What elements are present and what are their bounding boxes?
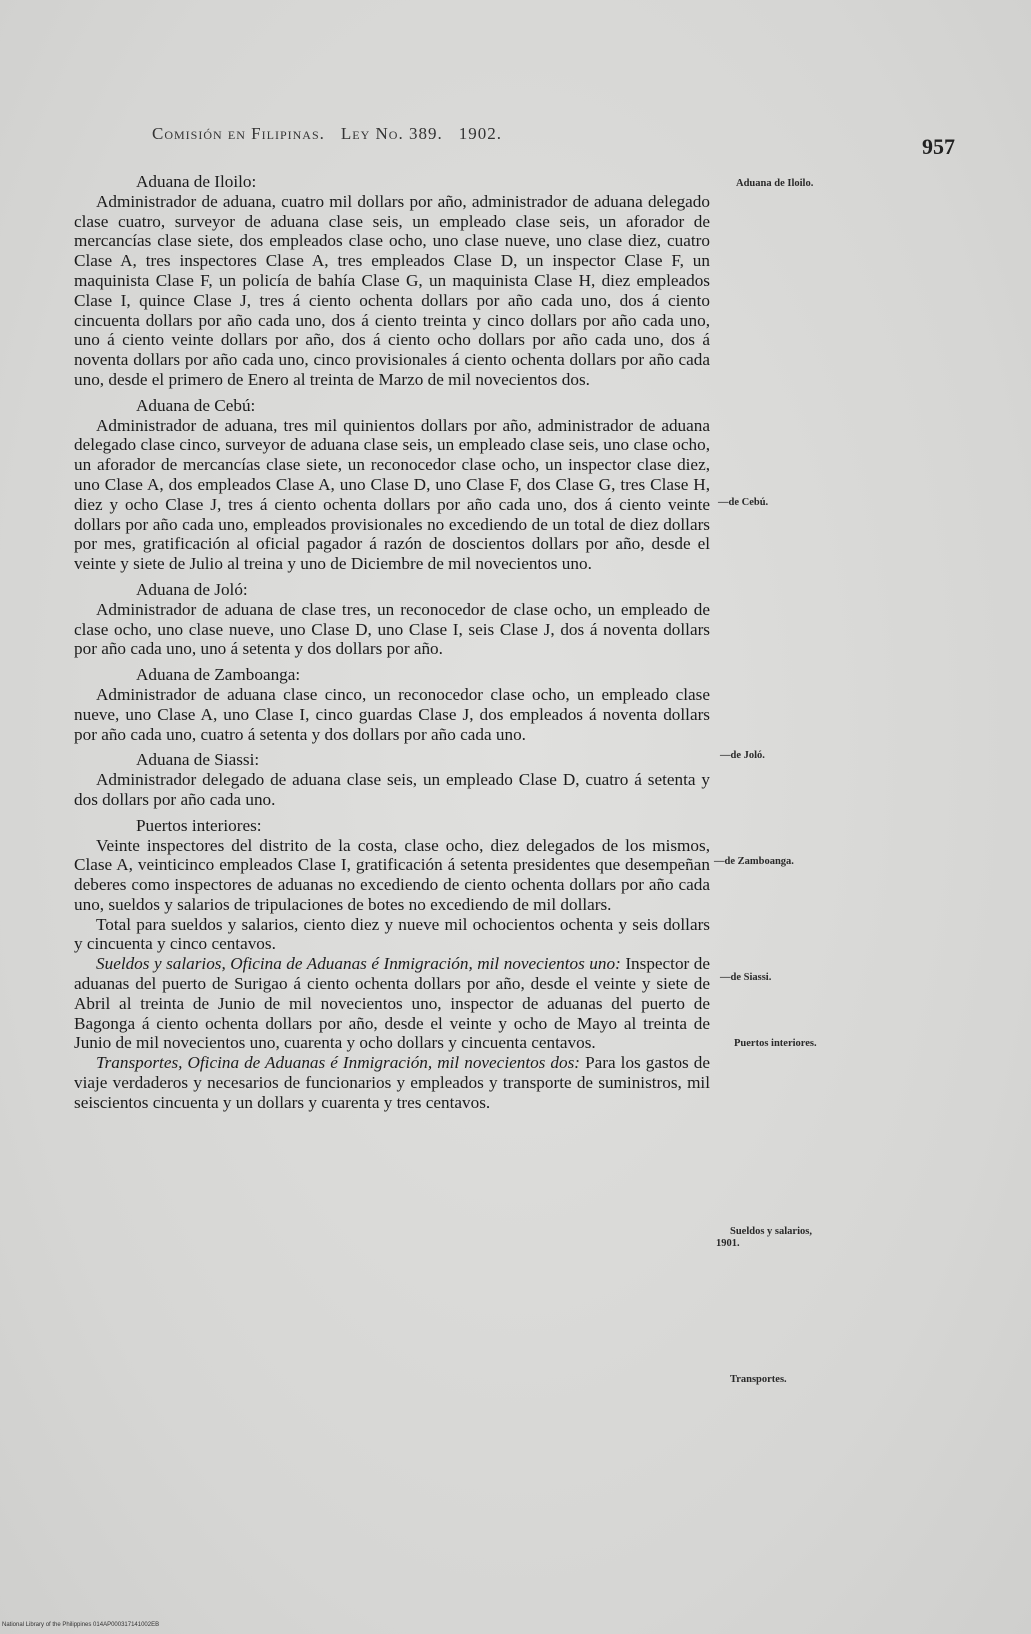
section-title-puertos: Puertos interiores: <box>136 815 262 835</box>
transportes-body: Para los gastos de viaje verdaderos y necesarios de funcionarios y empleados y transporte de suministros, mil seiscientos cincuenta y un dollars y cuarenta y tres centavos. <box>74 1053 711 1112</box>
section-title-zamboanga: Aduana de Zamboanga: <box>136 665 301 685</box>
margin-note-iloilo: Aduana de Iloilo. <box>736 178 814 189</box>
section-body-jolo: Administrador de aduana de clase tres, un reconocedor de clase ocho, un empleado de clase ocho, uno clase nueve, uno Clase D, uno Clase I, seis Clase J, dos á noventa dollars por año cada uno, uno á setenta y dos dollars por año. <box>74 599 710 659</box>
margin-note-sueldos-year: 1901. <box>716 1238 740 1249</box>
section-body-siassi: Administrador delegado de aduana clase seis, un empleado Clase D, cuatro á setenta y dos dollars por año cada uno. <box>74 770 710 809</box>
section-body-cebu: Administrador de aduana, tres mil quinientos dollars por año, administrador de aduana delegado clase cinco, surveyor de aduana clase seis, un empleado clase seis, uno clase ocho, un aforador de mercancías clase siete, un reconocedor clase ocho, un inspector clase diez, uno Clase A, dos empleados Clase A, uno Clase D, uno Clase F, dos Clase G, tres Clase H, diez y ocho Clase J, tres á ciento ochenta dollars por año cada uno, dos á ciento veinte dollars por año cada uno, empleados provisionales no excediendo de un total de diez dollars por mes, gratificación al oficial pagador á razón de doscientos dollars por año, desde el veinte y siete de Julio al treina y uno de Diciembre de mil novecientos uno. <box>74 415 710 574</box>
transportes-heading: Transportes, Oficina de Aduanas é Inmigración, mil novecientos dos: <box>96 1053 581 1073</box>
margin-note-cebu: —de Cebú. <box>718 497 769 508</box>
margin-note-zamboanga: —de Zamboanga. <box>714 856 794 867</box>
margin-note-siassi: —de Siassi. <box>720 972 772 983</box>
section-title-jolo: Aduana de Joló: <box>136 579 248 599</box>
running-header <box>152 124 712 144</box>
total-paragraph: Total para sueldos y salarios, ciento diez y nueve mil ochocientos ochenta y seis dollars y cincuenta y cinco centavos. <box>74 914 710 954</box>
header-year: 1902. <box>458 124 502 143</box>
header-title: Comisión en Filipinas. <box>152 124 325 143</box>
margin-note-transportes: Transportes. <box>730 1374 787 1385</box>
margin-note-sueldos: Sueldos y salarios, <box>730 1226 812 1237</box>
section-body-iloilo: Administrador de aduana, cuatro mil dollars por año, administrador de aduana delegado clase cuatro, surveyor de aduana clase seis, un empleado clase seis, un aforador de mercancías clase siete, dos empleados clase ocho, uno clase nueve, uno clase diez, cuatro Clase A, tres inspectores Clase A, tres empleados Clase D, un inspector Clase F, un maquinista Clase F, un policía de bahía Clase G, un maquinista Clase H, diez empleados Clase I, quince Clase J, tres á ciento ochenta dollars por año cada uno, dos á ciento cincuenta dollars por año cada uno, dos á ciento treinta y cinco dollars por año cada uno, uno á ciento veinte dollars por año, dos á ciento ocho dollars por año cada uno, dos á noventa dollars por año cada uno, cinco provisionales á ciento ochenta dollars por año cada uno, desde el primero de Enero al treinta de Marzo de mil novecientos dos. <box>74 191 710 389</box>
margin-note-jolo: —de Joló. <box>720 750 765 761</box>
margin-note-puertos: Puertos interiores. <box>734 1038 817 1049</box>
main-text <box>74 172 710 1113</box>
sueldos-heading: Sueldos y salarios, Oficina de Aduanas é Inmigración, mil novecientos uno: <box>96 954 621 974</box>
header-law: Ley No. 389. <box>340 124 443 143</box>
section-title-iloilo: Aduana de Iloilo: <box>136 172 257 191</box>
sueldos-body: Inspector de aduanas del puerto de Surigao á ciento ochenta dollars por año, desde el veinte y siete de Abril al treinta de Junio de mil novecientos uno, inspector de aduanas del puerto de Bagonga á ciento ochenta dollars por año, desde el veinte y ocho de Mayo al treinta de Junio de mil novecientos uno, cuarenta y ocho dollars y cincuenta centavos. <box>74 954 710 1053</box>
section-title-cebu: Aduana de Cebú: <box>136 395 256 415</box>
section-body-zamboanga: Administrador de aduana clase cinco, un reconocedor clase ocho, un empleado clase nueve, uno Clase A, uno Clase I, cinco guardas Clase J, dos empleados á noventa dollars por año cada uno, cuatro á setenta y dos dollars por año cada uno. <box>74 684 710 744</box>
section-title-siassi: Aduana de Siassi: <box>136 750 260 770</box>
scan-footer: National Library of the Philippines 014AP000317141002EB <box>2 1622 160 1628</box>
section-body-puertos: Veinte inspectores del distrito de la costa, clase ocho, diez delegados de los mismos, Clase A, veinticinco empleados Clase I, gratificación á setenta presidentes que desempeñan deberes como inspectores de aduanas no excediendo de ciento ochenta dollars por año cada uno, sueldos y salarios de tripulaciones de botes no excediendo de mil dollars. <box>74 835 710 914</box>
transportes-paragraph <box>74 1053 710 1112</box>
page-number: 957 <box>922 134 955 159</box>
sueldos-paragraph <box>74 954 710 1053</box>
